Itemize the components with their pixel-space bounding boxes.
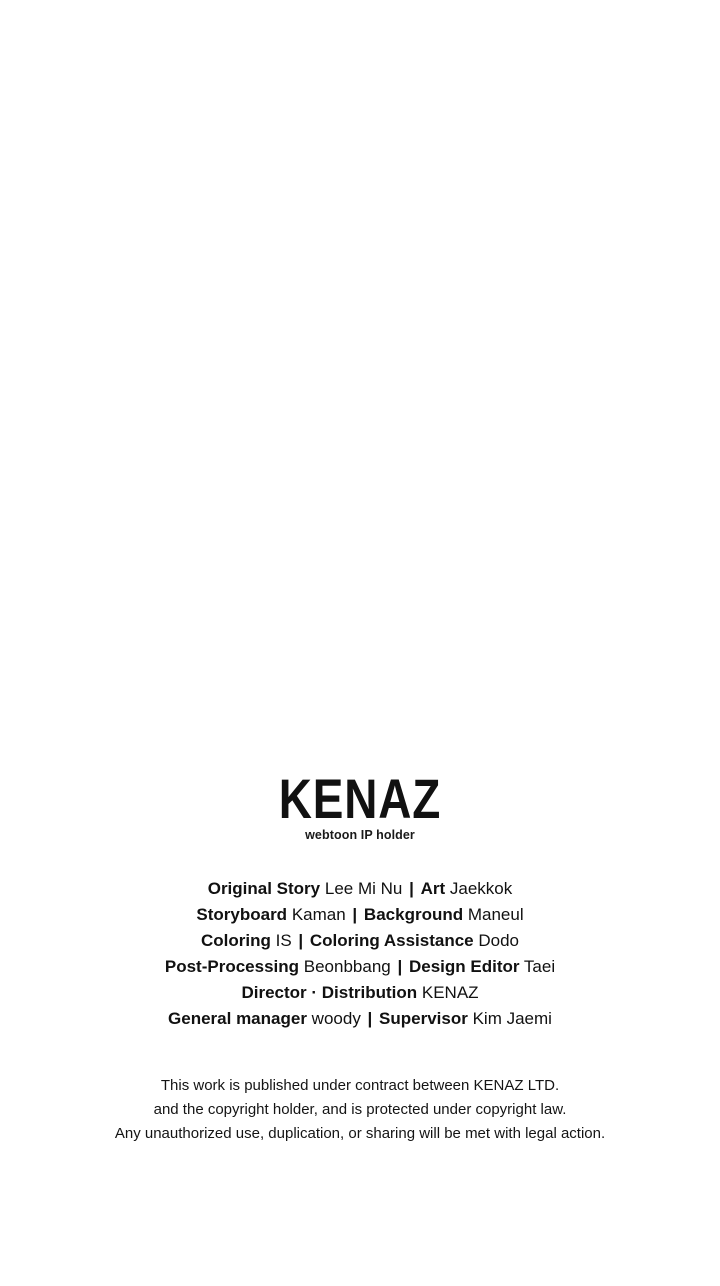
credit-line <box>0 928 720 954</box>
credit-role: Coloring <box>200 931 271 950</box>
credit-name: Lee Mi Nu <box>324 879 403 898</box>
credit-role: Original Story <box>207 879 321 898</box>
credit-name: Beonbbang <box>303 957 391 976</box>
kenaz-logo-text: KENAZ <box>278 767 442 830</box>
credit-name: Kim Jaemi <box>472 1009 552 1028</box>
kenaz-logo <box>0 767 720 842</box>
kenaz-logo-subtitle: webtoon IP holder <box>305 828 415 842</box>
credit-sep: | <box>367 1009 373 1028</box>
credit-line <box>0 1006 720 1032</box>
credit-role: Post-Processing <box>164 957 300 976</box>
credit-line <box>0 876 720 902</box>
credit-name: woody <box>311 1009 361 1028</box>
credit-line <box>0 902 720 928</box>
credit-sep: | <box>298 931 304 950</box>
credit-line <box>0 980 720 1006</box>
legal-line: and the copyright holder, and is protected under copyright law. <box>153 1101 567 1118</box>
legal-line: This work is published under contract between KENAZ LTD. <box>160 1077 560 1094</box>
credit-name: Kaman <box>291 905 346 924</box>
credit-name: Maneul <box>467 905 524 924</box>
credit-role: Supervisor <box>379 1009 468 1028</box>
credit-role: Design Editor <box>408 957 520 976</box>
credit-role: General manager <box>168 1009 307 1028</box>
credit-role: Background <box>363 905 464 924</box>
credit-name: Dodo <box>478 931 520 950</box>
credit-name: Taei <box>523 957 556 976</box>
credit-sep: | <box>397 957 403 976</box>
credit-role: Director · Distribution <box>241 983 418 1002</box>
credits-block <box>0 767 720 1146</box>
credit-sep: | <box>352 905 358 924</box>
credit-line <box>0 954 720 980</box>
legal-notice <box>0 1074 720 1146</box>
credit-name: KENAZ <box>421 983 479 1002</box>
credit-role: Art <box>420 879 446 898</box>
credit-name: Jaekkok <box>449 879 513 898</box>
credit-role: Storyboard <box>196 905 288 924</box>
legal-line: Any unauthorized use, duplication, or sharing will be met with legal action. <box>114 1125 606 1142</box>
credit-sep: | <box>409 879 414 898</box>
credit-role: Coloring Assistance <box>309 931 474 950</box>
staff-credits-list <box>0 876 720 1032</box>
credit-name: IS <box>275 931 292 950</box>
